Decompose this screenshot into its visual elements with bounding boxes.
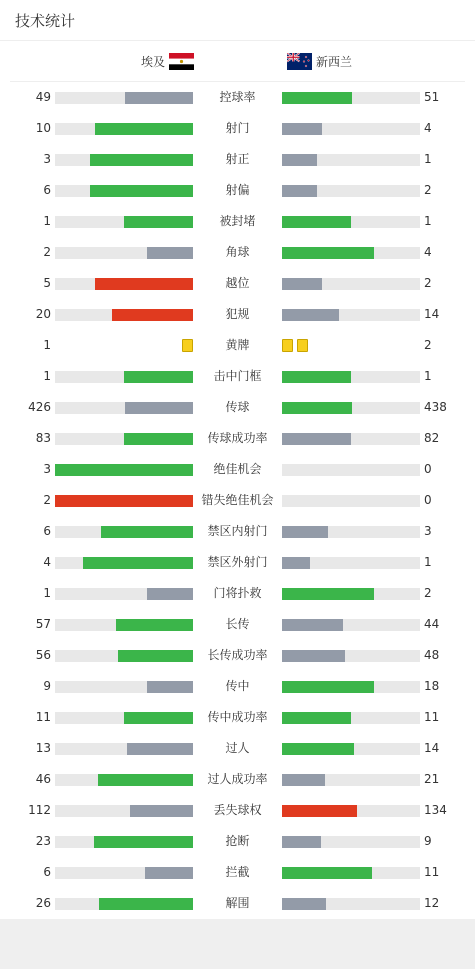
stat-label: 击中门框 [213,369,262,383]
away-bar-fill [282,774,325,786]
stat-label: 长传成功率 [207,648,268,662]
away-bar-track [282,92,420,104]
away-bar-track [282,464,420,476]
away-bar-fill [282,898,326,910]
stat-label: 射偏 [225,183,250,197]
home-bar-track [55,309,193,321]
home-value: 9 [43,679,51,693]
home-bar-fill [124,433,193,445]
home-bar-track [55,495,193,507]
home-bar-track [55,92,193,104]
home-value: 426 [28,400,51,414]
stat-label: 控球率 [219,90,256,104]
stat-label: 黄牌 [225,338,250,352]
stat-label: 解围 [225,896,250,910]
stat-label: 绝佳机会 [213,462,262,476]
new-zealand-flag-icon [287,53,312,70]
away-bar-fill [282,278,322,290]
stat-label: 传球成功率 [207,431,268,445]
stat-label: 犯规 [225,307,250,321]
stat-label: 抢断 [225,834,250,848]
home-bar-fill [83,557,193,569]
home-bar-track [55,464,193,476]
home-bar-track [55,216,193,228]
away-bar-fill [282,526,328,538]
away-bar-track [282,371,420,383]
away-bar-track [282,805,420,817]
home-bar-fill [118,650,193,662]
away-value: 44 [424,617,440,631]
away-bar-fill [282,557,310,569]
home-bar-fill [99,898,193,910]
stat-label: 禁区内射门 [207,524,268,538]
away-bar-track [282,526,420,538]
away-value: 1 [424,152,432,166]
home-bar-fill [112,309,193,321]
away-value: 51 [424,90,440,104]
home-value: 57 [35,617,51,631]
home-bar-track [55,433,193,445]
away-value: 2 [424,183,432,197]
stat-label: 丢失球权 [213,803,262,817]
home-bar-fill [145,867,193,879]
stat-row [0,144,475,175]
home-bar-fill [90,154,194,166]
away-bar-fill [282,433,351,445]
home-bar-fill [127,743,193,755]
stat-label: 越位 [225,276,250,290]
stat-label: 过人 [225,741,250,755]
home-bar-track [55,836,193,848]
away-value: 48 [424,648,440,662]
away-value: 4 [424,121,432,135]
away-value: 9 [424,834,432,848]
home-value: 13 [35,741,51,755]
home-value: 5 [43,276,51,290]
away-value: 0 [424,462,432,476]
away-bar-fill [282,650,345,662]
away-team-name: 新西兰 [316,54,353,69]
egypt-flag-icon [169,53,194,70]
away-bar-track [282,309,420,321]
away-value: 1 [424,214,432,228]
home-bar-track [55,898,193,910]
stat-row [0,206,475,237]
home-bar-track [55,588,193,600]
home-value: 6 [43,183,51,197]
away-bar-track [282,216,420,228]
away-bar-fill [282,402,352,414]
home-bar-track [55,712,193,724]
stat-row [0,733,475,764]
home-value: 49 [35,90,51,104]
home-bar-fill [124,712,193,724]
home-team-name: 埃及 [140,54,165,69]
home-value: 3 [43,462,51,476]
away-bar-fill [282,712,351,724]
stat-row [0,361,475,392]
yellow-card-icon [182,339,193,352]
home-value: 1 [43,338,51,352]
away-bar-fill [282,371,351,383]
away-bar-track [282,774,420,786]
home-bar-track [55,154,193,166]
yellow-card-icon [297,339,308,352]
home-bar-fill [147,588,193,600]
home-value: 11 [35,710,51,724]
away-value: 134 [424,803,447,817]
home-value: 10 [35,121,51,135]
away-bar-track [282,588,420,600]
away-bar-fill [282,743,354,755]
home-value: 23 [35,834,51,848]
away-value: 14 [424,307,440,321]
home-value: 2 [43,493,51,507]
stat-row [0,795,475,826]
away-bar-track [282,402,420,414]
away-value: 1 [424,555,432,569]
away-bar-track [282,681,420,693]
home-bar-fill [116,619,193,631]
away-bar-track [282,743,420,755]
home-bar-fill [95,278,193,290]
away-value: 438 [424,400,447,414]
away-value: 1 [424,369,432,383]
stat-row [0,299,475,330]
home-bar-fill [55,464,193,476]
away-value: 2 [424,586,432,600]
away-value: 11 [424,710,440,724]
stat-label: 射门 [225,121,250,135]
away-bar-fill [282,805,357,817]
home-bar-track [55,619,193,631]
away-bar-track [282,154,420,166]
home-bar-fill [98,774,193,786]
stat-row [0,392,475,423]
home-bar-fill [124,216,193,228]
stat-row [0,454,475,485]
stat-row [0,330,475,361]
away-bar-track [282,185,420,197]
stat-label: 禁区外射门 [207,555,268,569]
away-bar-track [282,495,420,507]
home-bar-track [55,278,193,290]
away-bar-fill [282,309,339,321]
home-value: 6 [43,865,51,879]
away-team [287,41,352,81]
home-bar-fill [130,805,193,817]
home-bar-track [55,805,193,817]
away-bar-fill [282,681,374,693]
home-bar-fill [55,495,193,507]
stat-label: 错失绝佳机会 [201,493,274,507]
stat-row [0,826,475,857]
teams-header [10,41,465,82]
home-value: 1 [43,369,51,383]
away-bar-fill [282,867,372,879]
home-bar-track [55,185,193,197]
away-bar-fill [282,588,374,600]
home-value: 1 [43,214,51,228]
home-bar-track [55,650,193,662]
home-bar-fill [94,836,193,848]
away-bar-fill [282,92,352,104]
away-value: 82 [424,431,440,445]
section-header [0,0,475,41]
stat-row [0,175,475,206]
stat-row [0,113,475,144]
away-bar-track [282,898,420,910]
stat-row [0,237,475,268]
yellow-card-icon [282,339,293,352]
away-bar-fill [282,123,322,135]
away-bar-fill [282,185,317,197]
away-bar-track [282,557,420,569]
home-value: 56 [35,648,51,662]
home-value: 2 [43,245,51,259]
stat-row [0,857,475,888]
home-bar-fill [125,92,193,104]
away-bar-track [282,712,420,724]
away-value: 21 [424,772,440,786]
stats-list [0,82,475,919]
home-bar-fill [147,247,193,259]
home-bar-track [55,526,193,538]
stat-label: 过人成功率 [207,772,268,786]
stat-row [0,547,475,578]
stat-row [0,268,475,299]
home-value: 112 [28,803,51,817]
home-bar-track [55,123,193,135]
away-bar-track [282,619,420,631]
stat-row [0,578,475,609]
away-value: 12 [424,896,440,910]
away-yellow-cards [282,339,308,352]
home-team [141,41,194,81]
away-bar-track [282,247,420,259]
away-bar-track [282,836,420,848]
home-bar-fill [101,526,193,538]
stat-label: 角球 [225,245,250,259]
away-value: 3 [424,524,432,538]
stat-label: 射正 [225,152,250,166]
home-value: 3 [43,152,51,166]
away-value: 11 [424,865,440,879]
home-bar-track [55,743,193,755]
section-title: 技术统计 [15,11,76,30]
stat-row [0,640,475,671]
stat-label: 长传 [225,617,250,631]
stat-row [0,702,475,733]
home-value: 6 [43,524,51,538]
away-value: 2 [424,338,432,352]
home-bar-track [55,402,193,414]
away-bar-fill [282,216,351,228]
stat-row [0,485,475,516]
home-bar-track [55,867,193,879]
away-bar-fill [282,154,317,166]
home-value: 46 [35,772,51,786]
away-value: 14 [424,741,440,755]
home-bar-fill [95,123,193,135]
stat-row [0,516,475,547]
away-bar-track [282,650,420,662]
away-value: 4 [424,245,432,259]
home-bar-track [55,557,193,569]
home-value: 4 [43,555,51,569]
home-bar-track [55,681,193,693]
away-bar-fill [282,247,374,259]
away-bar-fill [282,836,321,848]
home-bar-track [55,247,193,259]
stat-row [0,82,475,113]
stat-row [0,888,475,919]
stat-label: 拦截 [225,865,250,879]
stat-label: 传球 [225,400,250,414]
home-value: 83 [35,431,51,445]
home-value: 1 [43,586,51,600]
away-bar-track [282,278,420,290]
stat-row [0,423,475,454]
away-bar-track [282,867,420,879]
away-bar-track [282,433,420,445]
stat-row [0,671,475,702]
home-bar-fill [147,681,193,693]
stat-row [0,609,475,640]
stat-row [0,764,475,795]
home-bar-track [55,774,193,786]
away-value: 2 [424,276,432,290]
stat-label: 传中 [225,679,250,693]
home-value: 26 [35,896,51,910]
away-value: 0 [424,493,432,507]
stat-label: 传中成功率 [207,710,268,724]
home-yellow-cards [182,339,193,352]
stat-label: 被封堵 [219,214,256,228]
stat-label: 门将扑救 [213,586,262,600]
home-bar-track [55,371,193,383]
home-bar-fill [90,185,194,197]
away-bar-fill [282,619,343,631]
away-bar-track [282,123,420,135]
home-value: 20 [35,307,51,321]
home-bar-fill [124,371,193,383]
away-value: 18 [424,679,440,693]
home-bar-fill [125,402,193,414]
